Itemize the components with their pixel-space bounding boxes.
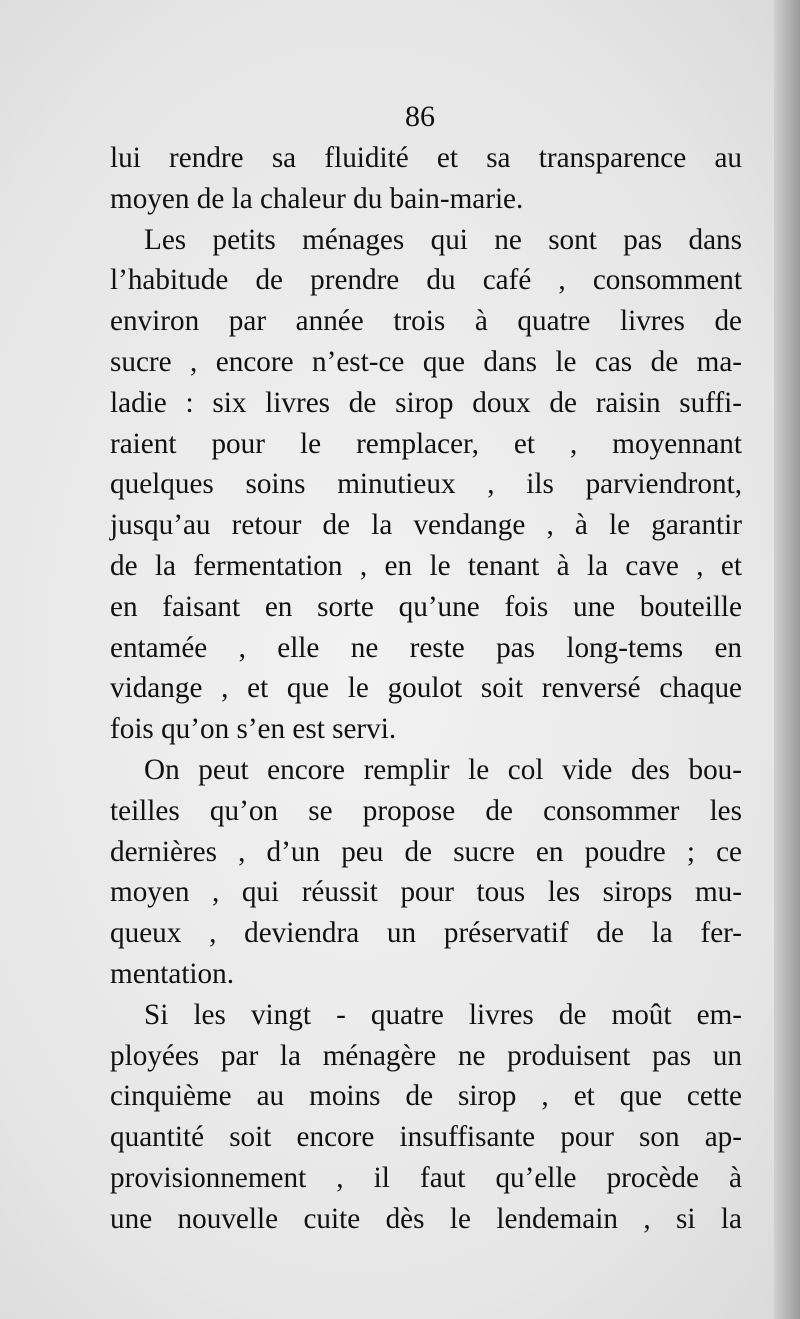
text-line: Les petits ménages qui ne sont pas dans xyxy=(144,223,742,256)
text-line: dernières , d’un peu de sucre en poudre ; ce xyxy=(110,835,742,868)
text-line: ladie : six livres de sirop doux de raisin suffi- xyxy=(110,386,742,419)
text-line: entamée , elle ne reste pas long-tems en xyxy=(110,631,742,664)
text-line: sucre , encore n’est-ce que dans le cas de ma- xyxy=(110,345,742,378)
text-line: cinquième au moins de sirop , et que cette xyxy=(110,1080,742,1113)
text-line: en faisant en sorte qu’une fois une bouteille xyxy=(110,590,742,623)
page-edge-shadow xyxy=(774,0,800,1319)
text-line: moyen , qui réussit pour tous les sirops mu- xyxy=(110,876,742,909)
text-line: On peut encore remplir le col vide des bou- xyxy=(144,753,742,786)
text-line: fois qu’on s’en est servi. xyxy=(110,713,397,746)
text-line: quantité soit encore insuffisante pour son ap- xyxy=(110,1121,742,1154)
text-line: queux , deviendra un préservatif de la fer- xyxy=(110,917,742,950)
text-line: environ par année trois à quatre livres de xyxy=(110,305,742,338)
text-line: lui rendre sa fluidité et sa transparence au xyxy=(110,142,742,174)
text-line: mentation. xyxy=(110,957,235,990)
text-line: l’habitude de prendre du café , consomment xyxy=(110,264,742,297)
text-line: Si les vingt - quatre livres de moût em- xyxy=(144,998,742,1031)
page-number: 86 xyxy=(405,100,435,133)
text-line: teilles qu’on se propose de consommer les xyxy=(110,794,742,827)
text-line: quelques soins minutieux , ils parviendront, xyxy=(110,468,742,501)
text-line: moyen de la chaleur du bain-marie. xyxy=(110,182,524,215)
text-line: de la fermentation , en le tenant à la cave , et xyxy=(110,549,742,582)
body-text xyxy=(110,138,742,1240)
text-line: provisionnement , il faut qu’elle procède à xyxy=(110,1161,742,1194)
text-line: raient pour le remplacer, et , moyennant xyxy=(110,427,742,460)
text-line: vidange , et que le goulot soit renversé chaque xyxy=(110,672,742,705)
text-line: ployées par la ménagère ne produisent pas un xyxy=(110,1039,742,1072)
text-line: jusqu’au retour de la vendange , à le garantir xyxy=(110,509,742,542)
text-line: une nouvelle cuite dès le lendemain , si la xyxy=(110,1202,742,1235)
